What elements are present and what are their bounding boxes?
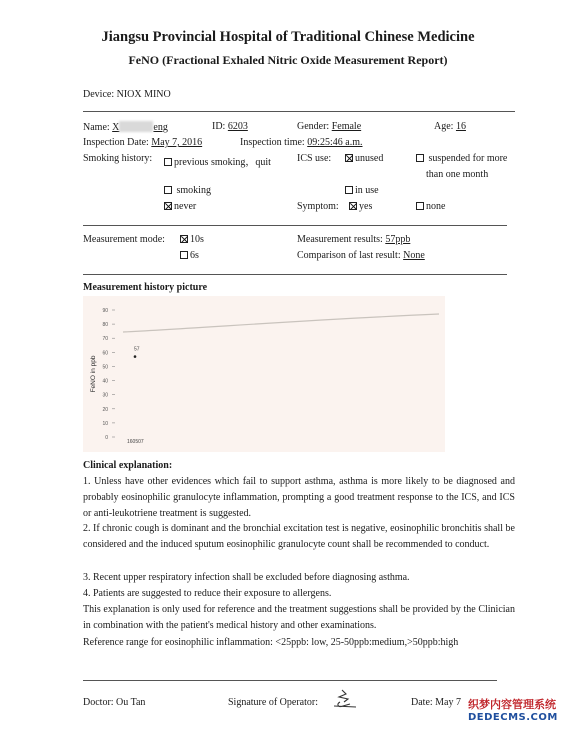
checked-box-icon <box>164 202 172 210</box>
y-axis-label: FeNO in ppb <box>90 355 97 393</box>
checked-box-icon <box>345 154 353 162</box>
option-in-use: in use <box>345 185 379 196</box>
checkbox-icon <box>180 251 188 259</box>
inspection-date-field <box>83 137 202 148</box>
symptom-label: Symptom: <box>297 201 339 212</box>
clinical-point-1: 1. Unless have other evidences which fail to support asthma, asthma is more likely to be diagnosed and probably eosinophilic granulocyte inflammation, prompting a good treatment response to the ICS, and ICS or anti-leukotriene treatment is suggested. <box>83 476 515 519</box>
clinical-heading: Clinical explanation: <box>83 460 173 471</box>
comparison-field <box>297 250 425 261</box>
ics-use-label: ICS use: <box>297 153 332 164</box>
inspection-date-value: May 7, 2016 <box>151 137 203 148</box>
inspection-time-field <box>240 137 363 148</box>
divider <box>83 111 515 112</box>
clinical-point-3: 3. Recent upper respiratory infection shall be excluded before diagnosing asthma. <box>83 572 410 583</box>
option-previous-smoking: previous smoking，quit <box>164 153 271 168</box>
y-tick-label: 40 <box>102 378 108 385</box>
name-label: Name: <box>83 122 110 133</box>
results-value: 57ppb <box>385 234 411 245</box>
history-picture-heading: Measurement history picture <box>83 282 208 293</box>
hospital-title: Jiangsu Provincial Hospital of Traditional Chinese Medicine <box>101 29 475 45</box>
name-field <box>83 121 168 133</box>
site-watermark <box>462 694 576 730</box>
history-trace-line <box>123 314 439 332</box>
checked-box-icon <box>349 202 357 210</box>
option-never: never <box>164 201 196 212</box>
redaction-blur <box>119 121 153 132</box>
age-field <box>434 121 466 132</box>
doctor-name: Doctor: Ou Tan <box>83 697 146 708</box>
y-tick-label: 70 <box>102 336 108 343</box>
id-field <box>212 121 248 132</box>
gender-value: Female <box>331 121 362 132</box>
age-label: Age: <box>434 121 454 132</box>
data-label: 57 <box>134 346 140 353</box>
reference-range: Reference range for eosinophilic inflammation: <25ppb: low, 25-50ppb:medium,>50ppb:high <box>83 637 459 648</box>
divider <box>83 225 507 226</box>
id-value: 6203 <box>227 121 248 132</box>
divider <box>83 680 497 681</box>
smoking-history-label: Smoking history: <box>83 153 153 164</box>
y-tick-label: 0 <box>105 435 108 441</box>
results-label: Measurement results: <box>297 234 383 245</box>
y-tick-label: 20 <box>102 406 108 413</box>
x-tick-label: 160507 <box>127 439 144 445</box>
checkbox-icon <box>416 154 424 162</box>
name-value: X eng <box>112 122 168 133</box>
inspection-time-label: Inspection time: <box>240 137 305 148</box>
clinical-point-4: 4. Patients are suggested to reduce their exposure to allergens. <box>83 588 332 599</box>
y-tick-label: 10 <box>102 420 108 427</box>
comparison-value: None <box>403 250 425 261</box>
watermark-line-2: DEDECMS.COM <box>468 712 558 723</box>
y-tick-label: 60 <box>102 350 108 357</box>
watermark-line-1: 织梦内容管理系统 <box>468 698 556 711</box>
date-field: Date: May 7 <box>411 697 461 708</box>
comparison-label: Comparison of last result: <box>297 250 401 261</box>
checkbox-icon <box>164 186 172 194</box>
option-unused: unused <box>345 153 383 164</box>
age-value: 16 <box>455 121 466 132</box>
checked-box-icon <box>180 235 188 243</box>
inspection-date-label: Inspection Date: <box>83 137 149 148</box>
y-tick-label: 90 <box>102 308 108 314</box>
y-tick-label: 50 <box>102 364 108 371</box>
option-suspended: suspended for more <box>416 153 507 164</box>
checkbox-icon <box>416 202 424 210</box>
inspection-time-value: 09:25:46 a.m. <box>307 137 363 148</box>
report-title: FeNO (Fractional Exhaled Nitric Oxide Measurement Report) <box>128 53 448 67</box>
signature-label: Signature of Operator: <box>228 697 318 708</box>
clinical-point-2: 2. If chronic cough is dominant and the bronchial excitation test is negative, eosinophilic bronchitis shall be considered and the induced sputum eosinophilic granulocyte count shall be recommended to conduct. <box>83 523 515 550</box>
measurement-results-field <box>297 234 410 245</box>
data-point <box>134 355 137 358</box>
checkbox-icon <box>164 158 172 166</box>
measurement-mode-label: Measurement mode: <box>83 234 165 245</box>
signature-image <box>330 688 360 710</box>
option-6s: 6s <box>180 250 199 261</box>
clinical-disclaimer: This explanation is only used for reference and the treatment suggestions shall be provided by the Clinician in combination with the patient's medical history and other examinations. <box>83 604 515 631</box>
option-smoking: smoking <box>164 185 211 196</box>
checkbox-icon <box>345 186 353 194</box>
gender-field <box>297 121 361 132</box>
history-chart <box>83 296 445 452</box>
history-chart-svg <box>83 296 445 452</box>
y-tick-label: 80 <box>102 322 108 329</box>
divider <box>83 274 507 275</box>
gender-label: Gender: <box>297 121 330 132</box>
option-10s: 10s <box>180 234 204 245</box>
id-label: ID: <box>212 121 226 132</box>
y-tick-label: 30 <box>102 392 108 399</box>
option-suspended-line2: than one month <box>426 169 489 180</box>
option-none: none <box>416 201 445 212</box>
device-label: Device: NIOX MINO <box>83 89 171 100</box>
option-yes: yes <box>349 201 372 212</box>
